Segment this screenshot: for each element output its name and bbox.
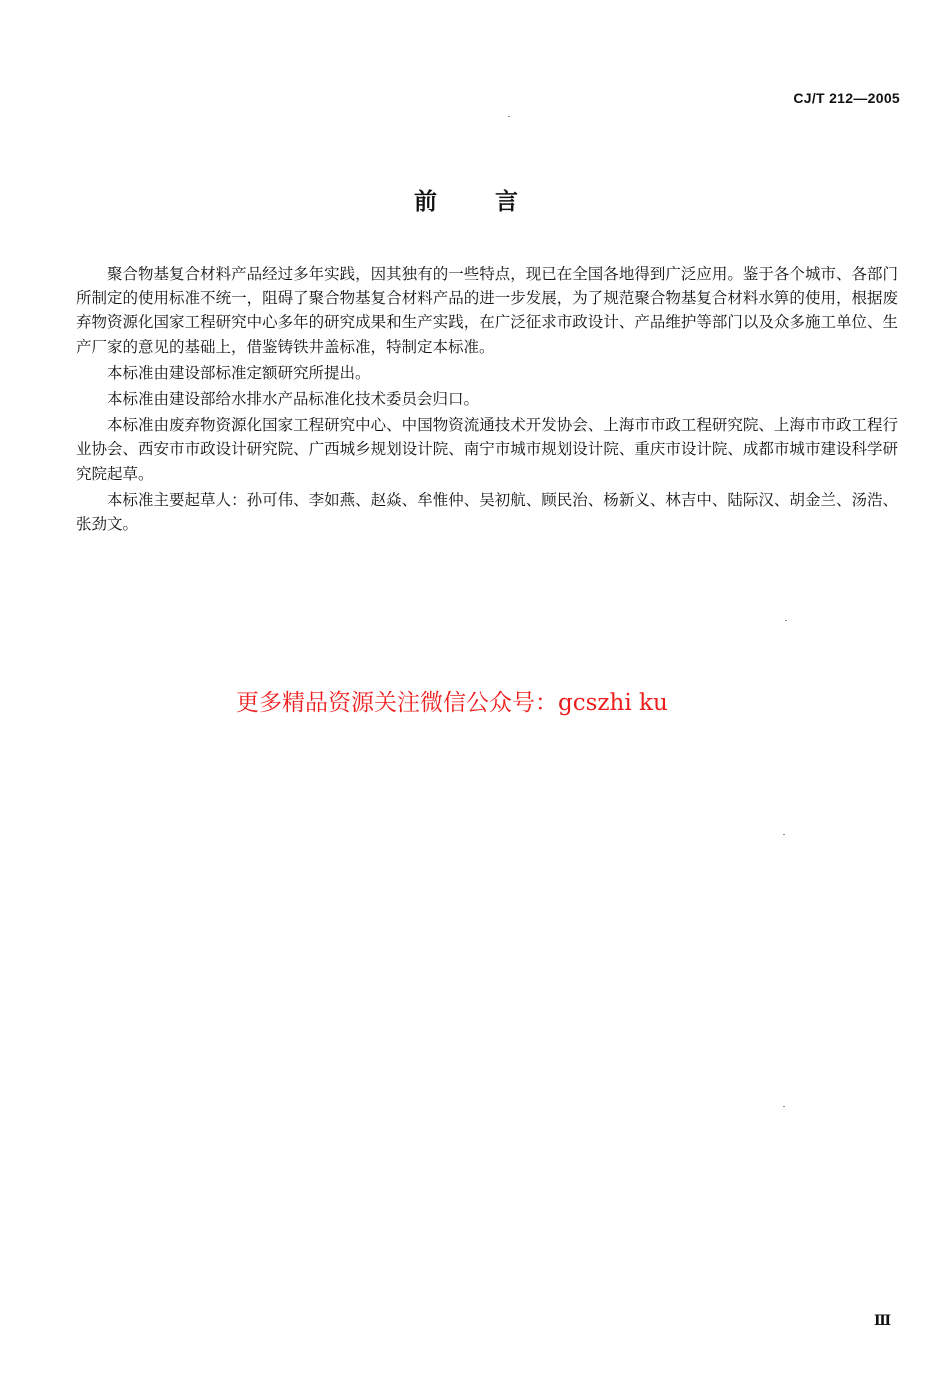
scan-speck [785,620,787,621]
scan-speck [508,116,510,117]
paragraph-proposer: 本标准由建设部标准定额研究所提出。 [107,363,371,382]
scan-speck [783,834,785,835]
paragraph-committee: 本标准由建设部给水排水产品标准化技术委员会归口。 [107,390,480,409]
page-title: 前言 [414,189,576,215]
watermark-text: 更多精品资源关注微信公众号：gcszhi ku [236,690,668,716]
scan-speck [783,1106,785,1107]
paragraph-drafters: 本标准主要起草人：孙可伟、李如燕、赵焱、牟惟仲、吴初航、顾民治、杨新义、林吉中、陆际汉、胡金兰、汤浩、张劲文。 [76,490,898,534]
standard-code: CJ/T 212—2005 [793,90,900,106]
paragraph-background: 聚合物基复合材料产品经过多年实践，因其独有的一些特点，现已在全国各地得到广泛应用。鉴于各个城市、各部门所制定的使用标准不统一，阻碍了聚合物基复合材料产品的进一步发展，为了规范聚合物基复合材料水箅的使用，根据废弃物资源化国家工程研究中心多年的研究成果和生产实践，在广泛征求市政设计、产品维护等部门以及众多施工单位、生产厂家的意见的基础上，借鉴铸铁井盖标准，特制定本标准。 [76,265,898,356]
paragraph-drafting-units: 本标准由废弃物资源化国家工程研究中心、中国物资流通技术开发协会、上海市市政工程研究院、上海市市政工程行业协会、西安市市政设计研究院、广西城乡规划设计院、南宁市城市规划设计院、重庆市设计院、成都市城市建设科学研究院起草。 [76,416,898,483]
page-number: Ⅲ [874,1314,892,1329]
foreword-body [76,262,898,538]
